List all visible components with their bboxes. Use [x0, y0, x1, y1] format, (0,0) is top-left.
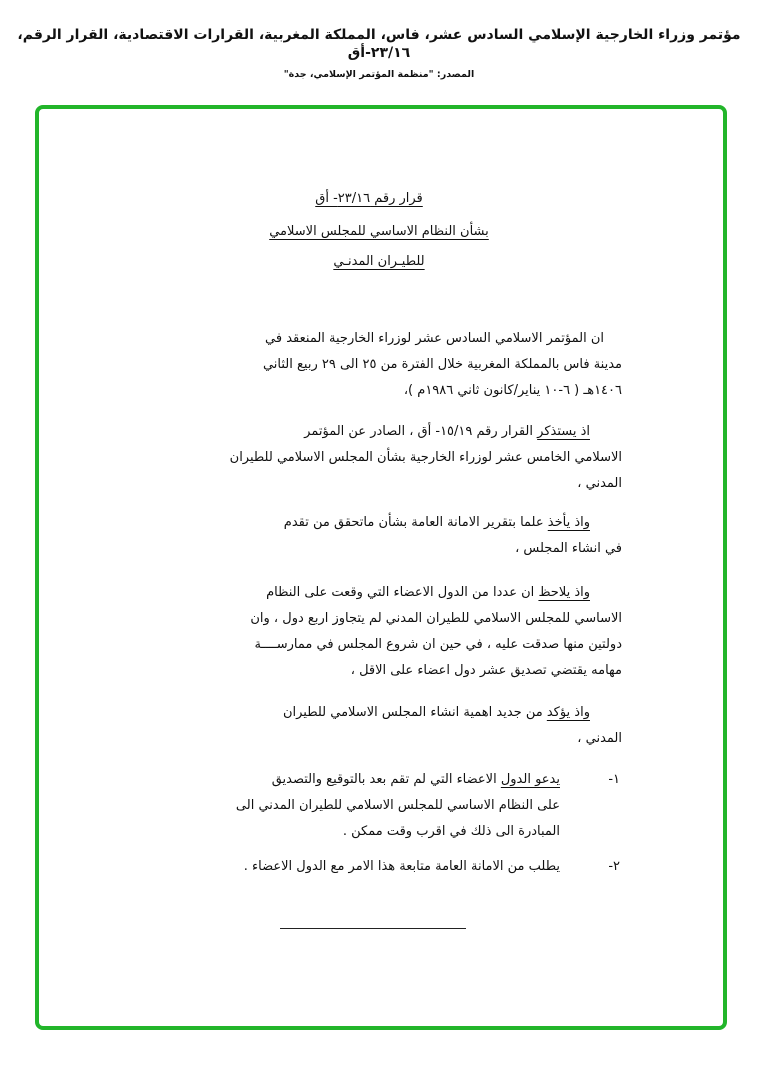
document-header-title: مؤتمر وزراء الخارجية الإسلامي السادس عشر، فاس، المملكة المغربية، القرارات الاقتصادية، القرار الرقم، ٢٣/١٦-أق: [17, 27, 741, 61]
observe-paragraph-first-line: [266, 585, 590, 601]
observe-line: مهامه يقتضي تصديق عشر دول اعضاء على الاقل ،: [350, 663, 622, 678]
affirm-line: المدني ،: [577, 731, 622, 746]
recall-line: المدني ،: [577, 476, 622, 491]
operative-2-text: يطلب من الامانة العامة متابعة هذا الامر مع الدول الاعضاء .: [243, 859, 560, 874]
affirm-text: من جديد اهمية انشاء المجلس الاسلامي للطيران: [282, 705, 547, 720]
resolution-subject-line-1: بشأن النظام الاساسي للمجلس الاسلامي: [269, 224, 489, 239]
preamble-line: ١٤٠٦هـ ( ٦-١٠ يناير/كانون ثاني ١٩٨٦م )،: [403, 383, 622, 398]
document-source: المصدر: "منظمة المؤتمر الإسلامي، جدة": [283, 69, 475, 80]
closing-rule: [280, 928, 466, 929]
operative-2-number: ٢-: [608, 859, 620, 874]
operative-1-first-line: [272, 772, 560, 788]
resolution-subject-line-2: للطيـران المدنـي: [333, 254, 425, 269]
document-frame: [35, 105, 727, 1030]
observe-text: ان عددا من الدول الاعضاء التي وقعت على النظام: [266, 585, 539, 600]
note-text: علما بتقرير الامانة العامة بشأن ماتحقق من تقدم: [283, 515, 548, 530]
operative-1-line: المبادرة الى ذلك في اقرب وقت ممكن .: [342, 824, 560, 839]
operative-1-keyword: يدعو الدول: [500, 772, 560, 787]
operative-1-number: ١-: [608, 772, 620, 787]
recall-text: القرار رقم ١٥/١٩- أق ، الصادر عن المؤتمر: [304, 424, 538, 439]
affirm-keyword: واذ يؤكد: [546, 705, 590, 720]
observe-line: دولتين منها صدقت عليه ، في حين ان شروع المجلس في ممارســــة: [254, 637, 622, 652]
observe-line: الاساسي للمجلس الاسلامي للطيران المدني لم يتجاوز اربع دول ، وان: [250, 611, 622, 626]
preamble-line: مدينة فاس بالمملكة المغربية خلال الفترة من ٢٥ الى ٢٩ ربيع الثاني: [262, 357, 622, 372]
note-line: في انشاء المجلس ،: [515, 541, 622, 556]
recall-paragraph-first-line: [304, 424, 590, 440]
resolution-number: قرار رقم ٢٣/١٦- أق: [315, 191, 423, 206]
operative-1-line: على النظام الاساسي للمجلس الاسلامي للطيران المدني الى: [235, 798, 560, 813]
observe-keyword: واذ يلاحظ: [538, 585, 590, 600]
note-keyword: واذ يأخذ: [547, 515, 590, 530]
recall-line: الاسلامي الخامس عشر لوزراء الخارجية بشأن المجلس الاسلامي للطيران: [229, 450, 622, 465]
operative-1-text: الاعضاء التي لم تقم بعد بالتوقيع والتصديق: [271, 772, 501, 787]
recall-keyword: اذ يستذكر: [537, 424, 590, 439]
preamble-line: ان المؤتمر الاسلامي السادس عشر لوزراء الخارجية المنعقد في: [265, 331, 604, 346]
note-paragraph-first-line: [284, 515, 590, 531]
affirm-paragraph-first-line: [283, 705, 590, 721]
